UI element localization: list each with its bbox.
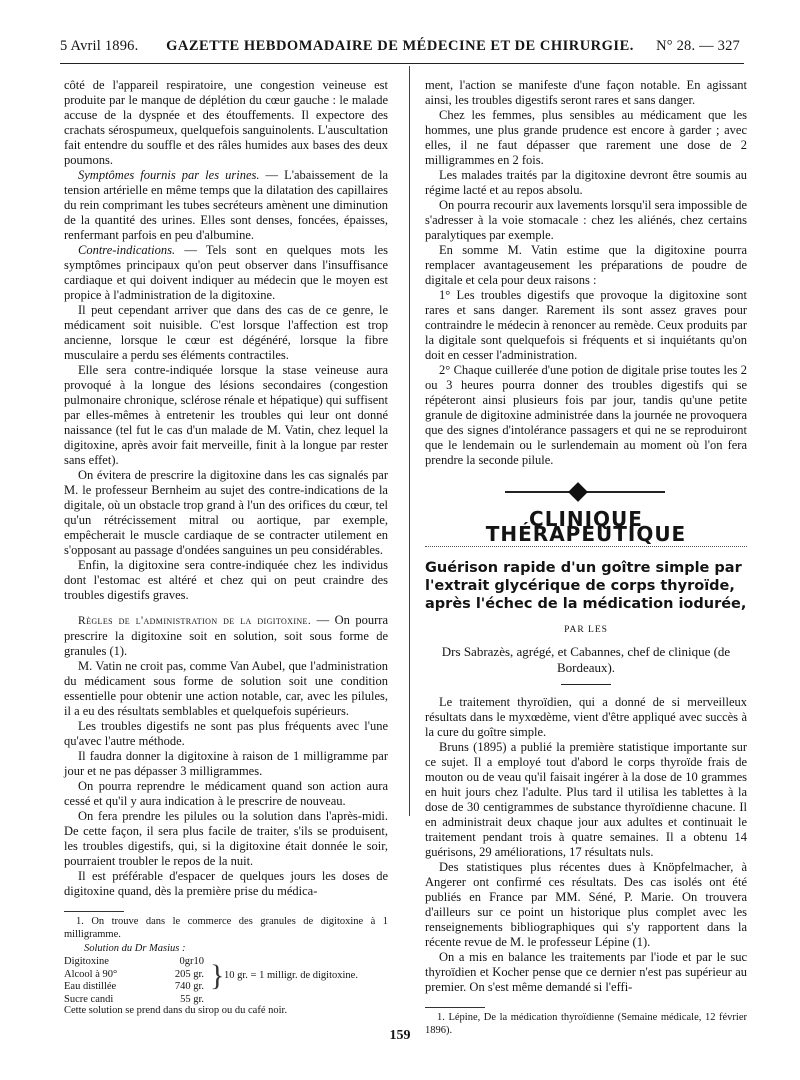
prescription-formula bbox=[64, 943, 388, 1016]
paragraph: On évitera de prescrire la digitoxine dans les cas signalés par M. le professeur Bernheim au sujet des contre-indications de la digitale, où un obstacle trop grand à l'un des orifices du cœur, tel qu'un rétrécissement mitral ou aortique, par exemple, empêcherait le muscle cardiaque de se contracter utilement en s'opposant au passage d'ondées sanguines un peu considérables. bbox=[64, 468, 388, 557]
formula-ingredients bbox=[64, 956, 204, 1006]
header-date: 5 Avril 1896. bbox=[60, 38, 139, 54]
paragraph: Le traitement thyroïdien, qui a donné de si merveilleux résultats dans le myxœdème, vient d'être appliqué avec succès à la cure du goître simple. bbox=[425, 695, 747, 739]
formula-row: Eau distillée 740 gr. bbox=[64, 981, 204, 992]
paragraph: On pourra reprendre le médicament quand son action aura cessé et qu'il y aura indication à le prescrire de nouveau. bbox=[64, 779, 388, 808]
paragraph: Il faudra donner la digitoxine à raison de 1 milligramme par jour et ne pas dépasser 3 milligrammes. bbox=[64, 749, 388, 778]
paragraph: Les troubles digestifs ne sont pas plus fréquents avec l'une qu'avec l'autre méthode. bbox=[64, 719, 388, 748]
paragraph: M. Vatin ne croit pas, comme Van Aubel, que l'administration du médicament sous forme de solution soit une condition essentielle pour obtenir une action notable, car, avec les pilules, il a eu des résultats semblables et quelquefois supérieurs. bbox=[64, 659, 388, 718]
footnote-text: 1. On trouve dans le commerce des granules de digitoxine à 1 milligramme. bbox=[64, 916, 388, 940]
paragraph: En somme M. Vatin estime que la digitoxine pourra remplacer avantageusement les préparations de poudre de digitale et cela pour deux raisons : bbox=[425, 243, 747, 287]
section-title: CLINIQUE THÉRAPEUTIQUE bbox=[485, 507, 687, 546]
paragraph: Chez les femmes, plus sensibles au médicament que les hommes, une plus grande prudence est encore à garder ; avec elles, il ne faut dépasser que rarement une dose de 2 milligrammes en 2 fois. bbox=[425, 108, 747, 167]
paragraph: Il peut cependant arriver que dans des cas de ce genre, le médicament soit nuisible. C'est lorsque l'affection est trop ancienne, lorsque le cœur est dégénéré, lorsque la fibre musculaire a perdu ses éléments contractiles. bbox=[64, 303, 388, 362]
paragraph: 1° Les troubles digestifs que provoque la digitoxine sont rares et sans danger. Rarement ils sont assez graves pour contraindre le médecin à renoncer au remède. Ceux produits par la digitale sont quelquefois si fréquents et si inquiétants qu'on doit en cesser l'administration. bbox=[425, 288, 747, 362]
paragraph: Règles de l'administration de la digitoxine. — On pourra prescrire la digitoxine soit en solution, soit sous forme de granules (1). bbox=[64, 613, 388, 658]
formula-title: Solution du Dr Masius : bbox=[84, 943, 186, 954]
paragraph-heading: Règles de l'administration de la digitoxine. bbox=[78, 615, 312, 627]
left-column bbox=[64, 78, 388, 1016]
page-number: 159 bbox=[389, 1028, 411, 1043]
header-rule bbox=[60, 63, 744, 64]
footnote-separator bbox=[64, 911, 124, 912]
short-rule bbox=[561, 684, 611, 685]
article-authors: Drs Sabrazès, agrégé, et Cabannes, chef de clinique (de Bordeaux). bbox=[441, 644, 731, 675]
header-issue-page: N° 28. — 327 bbox=[656, 38, 740, 54]
formula-brace: } bbox=[210, 959, 225, 992]
paragraph: Bruns (1895) a publié la première statistique importante sur ce sujet. Il a employé tout d'abord le corps thyroïde frais de mouton ou de veau qu'il faisait ingérer à la dose de 10 grammes en huit jours chez l'adulte. Plus tard il utilisa les tablettes à la dose de 30 centigrammes de substance thyroïdienne chacune. Il en administrait deux chaque jour aux adultes et continuait le traitement pendant trois à quatre semaines. Il a obtenu 14 guérisons, 29 améliorations, 17 résultats nuls. bbox=[425, 740, 747, 859]
paragraph: Les malades traités par la digitoxine devront être soumis au régime lacté et au repos absolu. bbox=[425, 168, 747, 197]
header-journal-title: GAZETTE HEBDOMADAIRE DE MÉDECINE ET DE CHIRURGIE. bbox=[166, 38, 634, 54]
formula-note: Cette solution se prend dans du sirop ou du café noir. bbox=[64, 1005, 288, 1016]
paragraph: ment, l'action se manifeste d'une façon notable. En agissant ainsi, les troubles digestifs seront rares et sans danger. bbox=[425, 78, 747, 107]
paragraph-heading: Symptômes fournis par les urines. bbox=[78, 168, 260, 182]
paragraph: On pourra recourir aux lavements lorsqu'il sera impossible de s'adresser à la voie stomacale : chez les aliénés, chez certains paralytiques par exemple. bbox=[425, 198, 747, 242]
byline-par: PAR LES bbox=[564, 625, 608, 635]
paragraph: Symptômes fournis par les urines. — L'abaissement de la tension artérielle en même temps que la dilatation des capillaires du rein comprimant les tubes secréteurs amènent une diminution de la quantité des urines. Elles sont denses, foncées, épaisses, renfermant parfois en peu d'albumine. bbox=[64, 168, 388, 242]
article-title: Guérison rapide d'un goître simple par l'extrait glycérique de corps thyroïde, après l'échec de la médication iodurée, bbox=[425, 560, 747, 612]
running-header bbox=[60, 38, 740, 60]
formula-row: Digitoxine 0gr10 bbox=[64, 956, 204, 967]
paragraph: Enfin, la digitoxine sera contre-indiquée chez les individus dont l'estomac est altéré et chez qui on peut craindre des troubles digestifs graves. bbox=[64, 558, 388, 602]
formula-row: Alcool à 90° 205 gr. bbox=[64, 968, 204, 980]
paragraph: Il est préférable d'espacer de quelques jours les doses de digitoxine quand, dès la première prise du médica- bbox=[64, 869, 388, 898]
column-rule bbox=[409, 66, 410, 816]
paragraph-heading: Contre-indications. bbox=[78, 243, 176, 257]
paragraph: Des statistiques plus récentes dues à Knöpfelmacher, à Angerer ont confirmé ces résultats. Des cas isolés ont été publiés en France par MM. Séné, P. Marie. On trouvera d'ailleurs sur ce point un historique plus complet avec les renseignements bibliographiques qui s'y rapportent dans la récente revue de M. le professeur Lépine (1). bbox=[425, 860, 747, 949]
footnote bbox=[64, 916, 388, 1016]
formula-row: Sucre candi 55 gr. bbox=[64, 993, 204, 1005]
footnote-separator bbox=[425, 1007, 485, 1008]
formula-result: 10 gr. = 1 milligr. de digitoxine. bbox=[224, 970, 358, 981]
dotted-rule bbox=[425, 546, 747, 547]
paragraph: On a mis en balance les traitements par l'iode et par le suc thyroïdien et Kocher pense que ce dernier n'est pas supérieur au premier. On s'est même demandé si l'effi- bbox=[425, 950, 747, 994]
ornamental-divider bbox=[425, 482, 747, 502]
footnote bbox=[425, 1012, 747, 1037]
right-column bbox=[425, 78, 747, 1037]
paragraph: Elle sera contre-indiquée lorsque la stase veineuse aura provoqué à la longue des lésions secondaires (congestion pulmonaire chronique, sclérose rénale et hépatique) qui suffisent par elles-mêmes à entretenir les troubles qui leur ont donné naissance (tel fut le cas d'un malade de M. Vatin, chez lequel la digitoxine, après avoir fait merveille, finit à la longue par rester sans effet). bbox=[64, 363, 388, 467]
paragraph: 2° Chaque cuillerée d'une potion de digitale prise toutes les 2 ou 3 heures pourra donner des troubles digestifs qui se répéteront ainsi plusieurs fois par jour, tandis qu'une petite granule de digitoxine administrée dans la journée ne provoquera que des signes d'intolérance passagers et qui ne se reproduiront que le lendemain ou le surlendemain au moment où l'on fera prendre la seconde pilule. bbox=[425, 363, 747, 467]
footnote-text: 1. Lépine, De la médication thyroïdienne (Semaine médicale, 12 février 1896). bbox=[425, 1012, 747, 1036]
paragraph: Contre-indications. — Tels sont en quelques mots les symptômes principaux qu'on peut observer dans l'insuffisance cardiaque et qui doivent indiquer au médecin que le moyen est propice à l'administration de la digitoxine. bbox=[64, 243, 388, 302]
paragraph: côté de l'appareil respiratoire, une congestion veineuse est produite par le manque de déplétion du cœur gauche : le malade accuse de la dyspnée et des étouffements. Il expectore des crachats sérospumeux, quelquefois sanguinolents. L'auscultation fait entendre du souffle et des râles humides aux bases des deux poumons. bbox=[64, 78, 388, 167]
paragraph: On fera prendre les pilules ou la solution dans l'après-midi. De cette façon, il sera plus facile de traiter, s'ils se produisent, les troubles digestifs, qui, si la digitoxine était donnée le soir, pourraient troubler le repos de la nuit. bbox=[64, 809, 388, 868]
